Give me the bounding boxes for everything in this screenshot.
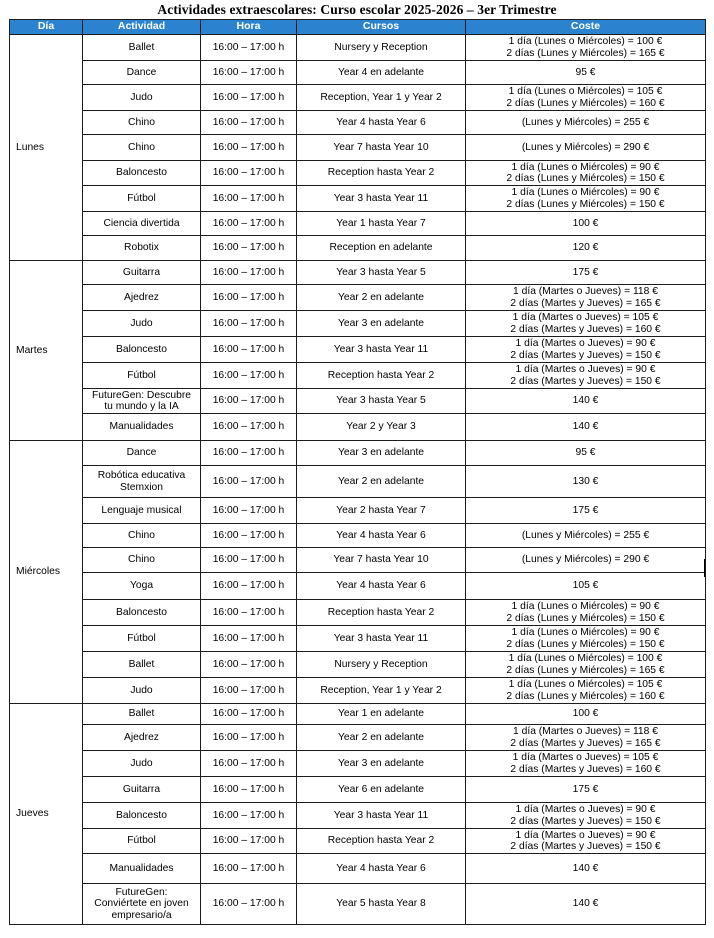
table-row: [10, 498, 706, 524]
cost-cell: [466, 725, 706, 751]
courses-cell: Reception, Year 1 y Year 2: [297, 85, 466, 111]
time-cell: 16:00 – 17:00 h: [201, 678, 297, 704]
activity-cell: [83, 61, 201, 85]
time-cell: 16:00 – 17:00 h: [201, 751, 297, 777]
activity-cell: [83, 186, 201, 212]
cost-line: 2 días (Martes y Jueves) = 165 €: [510, 737, 661, 749]
time-cell: 16:00 – 17:00 h: [201, 498, 297, 524]
cost-line: 2 días (Lunes y Miércoles) = 150 €: [506, 612, 665, 624]
activity-cell: [83, 337, 201, 363]
time-cell: 16:00 – 17:00 h: [201, 884, 297, 925]
table-row: [10, 626, 706, 652]
cost-line: 120 €: [572, 242, 599, 254]
cost-line: 1 día (Lunes o Miércoles) = 90 €: [511, 187, 660, 199]
table-row: [10, 111, 706, 135]
courses-cell: Year 2 en adelante: [297, 466, 466, 498]
cost-line: 1 día (Lunes o Miércoles) = 90 €: [511, 161, 660, 173]
cost-cell: [466, 186, 706, 212]
time-cell: 16:00 – 17:00 h: [201, 111, 297, 135]
cost-cell: [466, 626, 706, 652]
cost-line: 1 día (Lunes o Miércoles) = 105 €: [508, 679, 663, 691]
activity-line: Manualidades: [109, 862, 174, 874]
courses-cell: Year 5 hasta Year 8: [297, 884, 466, 925]
activity-line: Stemxion: [120, 481, 163, 493]
courses-cell: Nursery y Reception: [297, 652, 466, 678]
cost-line: 140 €: [572, 898, 599, 910]
courses-cell: Year 4 hasta Year 6: [297, 573, 466, 600]
time-cell: 16:00 – 17:00 h: [201, 363, 297, 389]
activity-cell: [83, 161, 201, 186]
activity-line: Fútbol: [127, 632, 156, 644]
cost-line: 100 €: [572, 708, 599, 720]
table-row: [10, 524, 706, 548]
courses-cell: Reception, Year 1 y Year 2: [297, 678, 466, 704]
activity-cell: [83, 777, 201, 803]
table-row: [10, 829, 706, 854]
table-row: [10, 285, 706, 311]
table-row: [10, 311, 706, 337]
cost-line: 95 €: [575, 447, 596, 459]
cost-line: 1 día (Martes o Jueves) = 90 €: [515, 364, 656, 376]
cost-line: 1 día (Martes o Jueves) = 90 €: [515, 338, 656, 350]
activity-line: Ballet: [128, 41, 155, 53]
time-cell: 16:00 – 17:00 h: [201, 261, 297, 285]
cost-line: 1 día (Lunes o Miércoles) = 100 €: [508, 36, 663, 48]
courses-cell: Year 1 hasta Year 7: [297, 212, 466, 236]
activity-cell: [83, 111, 201, 135]
activity-cell: [83, 285, 201, 311]
activity-line: Fútbol: [127, 369, 156, 381]
table-row: [10, 803, 706, 829]
cost-line: 1 día (Martes o Jueves) = 118 €: [513, 286, 658, 298]
activity-cell: [83, 600, 201, 626]
table-row: [10, 212, 706, 236]
header-cost: Coste: [466, 20, 706, 35]
table-row: [10, 61, 706, 85]
table-row: [10, 441, 706, 466]
activity-line: Yoga: [129, 580, 154, 592]
cost-line: 175 €: [572, 783, 599, 795]
table-row: [10, 678, 706, 704]
courses-cell: Year 3 hasta Year 5: [297, 389, 466, 414]
activity-line: Baloncesto: [116, 809, 167, 821]
cost-cell: [466, 600, 706, 626]
activity-cell: [83, 524, 201, 548]
cost-cell: [466, 161, 706, 186]
cost-line: 2 días (Lunes y Miércoles) = 160 €: [506, 97, 665, 109]
activity-cell: [83, 626, 201, 652]
courses-cell: Year 3 en adelante: [297, 311, 466, 337]
activity-cell: [83, 441, 201, 466]
courses-cell: Year 3 hasta Year 11: [297, 626, 466, 652]
courses-cell: Year 3 hasta Year 11: [297, 186, 466, 212]
table-row: [10, 751, 706, 777]
table-row: [10, 85, 706, 111]
courses-cell: Year 3 en adelante: [297, 751, 466, 777]
courses-cell: Nursery y Reception: [297, 35, 466, 61]
cost-cell: [466, 884, 706, 925]
header-activity: Actividad: [83, 20, 201, 35]
cost-line: 2 días (Lunes y Miércoles) = 165 €: [506, 47, 665, 59]
activity-line: Guitarra: [122, 266, 161, 278]
cost-cell: [466, 85, 706, 111]
courses-cell: Reception hasta Year 2: [297, 829, 466, 854]
activity-cell: [83, 389, 201, 414]
table-row: [10, 135, 706, 161]
time-cell: 16:00 – 17:00 h: [201, 829, 297, 854]
cost-cell: [466, 751, 706, 777]
cost-cell: [466, 652, 706, 678]
time-cell: 16:00 – 17:00 h: [201, 725, 297, 751]
time-cell: 16:00 – 17:00 h: [201, 135, 297, 161]
cost-line: 1 día (Lunes o Miércoles) = 90 €: [511, 627, 660, 639]
cost-cell: [466, 261, 706, 285]
table-header-row: [10, 20, 706, 35]
cost-cell: [466, 777, 706, 803]
activity-line: Baloncesto: [116, 606, 167, 618]
courses-cell: Reception hasta Year 2: [297, 161, 466, 186]
time-cell: 16:00 – 17:00 h: [201, 524, 297, 548]
cost-line: 1 día (Martes o Jueves) = 118 €: [513, 726, 658, 738]
time-cell: 16:00 – 17:00 h: [201, 466, 297, 498]
table-row: [10, 884, 706, 925]
activity-cell: [83, 652, 201, 678]
activity-line: Conviértete en joven: [94, 898, 189, 910]
time-cell: 16:00 – 17:00 h: [201, 414, 297, 441]
cost-cell: [466, 35, 706, 61]
cost-cell: [466, 61, 706, 85]
activity-cell: [83, 35, 201, 61]
cost-line: 1 día (Martes o Jueves) = 105 €: [512, 312, 659, 324]
cost-line: 2 días (Lunes y Miércoles) = 160 €: [506, 690, 665, 702]
courses-cell: Reception hasta Year 2: [297, 600, 466, 626]
table-row: [10, 573, 706, 600]
cost-line: 2 días (Lunes y Miércoles) = 150 €: [506, 638, 665, 650]
activity-cell: [83, 854, 201, 884]
text-cursor: [704, 559, 705, 577]
table-body: [10, 35, 706, 925]
activity-cell: [83, 803, 201, 829]
activities-table: [9, 19, 706, 925]
time-cell: 16:00 – 17:00 h: [201, 85, 297, 111]
header-day: Día: [10, 20, 83, 35]
table-row: [10, 186, 706, 212]
cost-line: 2 días (Lunes y Miércoles) = 165 €: [506, 664, 665, 676]
cost-line: 2 días (Lunes y Miércoles) = 150 €: [506, 173, 665, 184]
courses-cell: Year 2 y Year 3: [297, 414, 466, 441]
time-cell: 16:00 – 17:00 h: [201, 389, 297, 414]
cost-line: 140 €: [572, 862, 599, 874]
activity-line: Lenguaje musical: [101, 504, 182, 516]
activity-line: Chino: [128, 554, 155, 566]
activity-cell: [83, 829, 201, 854]
activity-cell: [83, 363, 201, 389]
cost-line: 1 día (Martes o Jueves) = 90 €: [515, 829, 656, 841]
cost-line: 140 €: [572, 395, 599, 407]
cost-cell: [466, 854, 706, 884]
courses-cell: Year 2 en adelante: [297, 725, 466, 751]
courses-cell: Year 2 hasta Year 7: [297, 498, 466, 524]
cost-line: 1 día (Lunes o Miércoles) = 105 €: [508, 86, 663, 98]
time-cell: 16:00 – 17:00 h: [201, 35, 297, 61]
cost-line: 175 €: [572, 504, 599, 516]
activity-line: Fútbol: [127, 192, 156, 204]
table-row: [10, 466, 706, 498]
cost-cell: [466, 212, 706, 236]
time-cell: 16:00 – 17:00 h: [201, 212, 297, 236]
cost-line: 1 día (Lunes o Miércoles) = 100 €: [508, 653, 663, 665]
activity-line: Chino: [128, 141, 155, 153]
time-cell: 16:00 – 17:00 h: [201, 626, 297, 652]
cost-cell: [466, 236, 706, 261]
activity-line: Ajedrez: [124, 291, 159, 303]
activity-line: Ballet: [128, 658, 155, 670]
table-row: [10, 725, 706, 751]
time-cell: 16:00 – 17:00 h: [201, 311, 297, 337]
table-row: [10, 777, 706, 803]
cost-line: 2 días (Martes y Jueves) = 160 €: [510, 323, 661, 335]
cost-line: 100 €: [572, 217, 599, 229]
courses-cell: Year 4 hasta Year 6: [297, 524, 466, 548]
courses-cell: Year 4 en adelante: [297, 61, 466, 85]
courses-cell: Year 6 en adelante: [297, 777, 466, 803]
cost-line: 1 día (Lunes o Miércoles) = 90 €: [511, 601, 660, 613]
cost-line: (Lunes y Miércoles) = 255 €: [521, 529, 650, 541]
activity-line: Chino: [128, 529, 155, 541]
table-row: [10, 652, 706, 678]
activity-cell: [83, 725, 201, 751]
courses-cell: Year 3 hasta Year 11: [297, 337, 466, 363]
time-cell: 16:00 – 17:00 h: [201, 600, 297, 626]
cost-cell: [466, 678, 706, 704]
activity-cell: [83, 135, 201, 161]
time-cell: 16:00 – 17:00 h: [201, 186, 297, 212]
courses-cell: Reception en adelante: [297, 236, 466, 261]
table-row: [10, 389, 706, 414]
activity-cell: [83, 548, 201, 573]
time-cell: 16:00 – 17:00 h: [201, 573, 297, 600]
activity-line: Ciencia divertida: [103, 217, 180, 229]
cost-line: 105 €: [572, 580, 599, 592]
cost-cell: [466, 337, 706, 363]
activity-line: empresario/a: [111, 909, 172, 921]
cost-cell: [466, 111, 706, 135]
cost-cell: [466, 573, 706, 600]
header-time: Hora: [201, 20, 297, 35]
cost-line: 2 días (Martes y Jueves) = 150 €: [510, 815, 661, 827]
time-cell: 16:00 – 17:00 h: [201, 285, 297, 311]
cost-line: 1 día (Martes o Jueves) = 105 €: [512, 752, 659, 764]
cost-cell: [466, 548, 706, 573]
courses-cell: Year 4 hasta Year 6: [297, 854, 466, 884]
activity-cell: [83, 704, 201, 725]
table-row: [10, 236, 706, 261]
cost-line: (Lunes y Miércoles) = 290 €: [521, 554, 650, 566]
activity-line: Judo: [130, 684, 153, 696]
day-cell: Miércoles: [10, 441, 83, 704]
table-row: [10, 35, 706, 61]
activity-line: Dance: [126, 447, 157, 459]
cost-line: 2 días (Martes y Jueves) = 165 €: [510, 297, 661, 309]
activity-cell: [83, 498, 201, 524]
activity-cell: [83, 884, 201, 925]
time-cell: 16:00 – 17:00 h: [201, 803, 297, 829]
table-row: [10, 161, 706, 186]
activity-line: Guitarra: [122, 783, 161, 795]
cost-line: 1 día (Martes o Jueves) = 90 €: [515, 804, 656, 816]
day-cell: Martes: [10, 261, 83, 441]
day-cell: Jueves: [10, 704, 83, 925]
activity-line: Robótica educativa: [97, 470, 186, 482]
cost-cell: [466, 285, 706, 311]
cost-line: 2 días (Martes y Jueves) = 150 €: [510, 375, 661, 387]
page-title: Actividades extraescolares: Curso escolar 2025-2026 – 3er Trimestre: [157, 2, 557, 17]
courses-cell: Year 2 en adelante: [297, 285, 466, 311]
cost-cell: [466, 498, 706, 524]
table-row: [10, 704, 706, 725]
courses-cell: Year 4 hasta Year 6: [297, 111, 466, 135]
cost-line: (Lunes y Miércoles) = 255 €: [521, 116, 650, 128]
courses-cell: Year 3 hasta Year 11: [297, 803, 466, 829]
activity-cell: [83, 261, 201, 285]
activity-cell: [83, 85, 201, 111]
activity-line: FutureGen:: [115, 886, 168, 898]
table-row: [10, 261, 706, 285]
time-cell: 16:00 – 17:00 h: [201, 854, 297, 884]
activity-cell: [83, 414, 201, 441]
courses-cell: Year 3 hasta Year 5: [297, 261, 466, 285]
table-row: [10, 363, 706, 389]
courses-cell: Year 7 hasta Year 10: [297, 135, 466, 161]
activity-line: Ballet: [128, 708, 155, 720]
table-row: [10, 337, 706, 363]
time-cell: 16:00 – 17:00 h: [201, 704, 297, 725]
time-cell: 16:00 – 17:00 h: [201, 61, 297, 85]
cost-line: 95 €: [575, 66, 596, 78]
table-row: [10, 600, 706, 626]
cost-line: 2 días (Martes y Jueves) = 150 €: [510, 841, 661, 852]
table-row: [10, 548, 706, 573]
activity-cell: [83, 236, 201, 261]
header-courses: Cursos: [297, 20, 466, 35]
courses-cell: Reception hasta Year 2: [297, 363, 466, 389]
cost-line: 140 €: [572, 421, 599, 433]
time-cell: 16:00 – 17:00 h: [201, 337, 297, 363]
cost-cell: [466, 414, 706, 441]
time-cell: 16:00 – 17:00 h: [201, 652, 297, 678]
time-cell: 16:00 – 17:00 h: [201, 441, 297, 466]
activity-cell: [83, 678, 201, 704]
activity-line: Robotix: [124, 242, 159, 254]
cost-cell: [466, 803, 706, 829]
activity-cell: [83, 466, 201, 498]
cost-cell: [466, 363, 706, 389]
cost-line: 2 días (Martes y Jueves) = 150 €: [510, 349, 661, 361]
activity-line: Manualidades: [109, 421, 174, 433]
table-row: [10, 854, 706, 884]
cost-cell: [466, 389, 706, 414]
activity-line: tu mundo y la IA: [104, 401, 179, 412]
activity-line: Ajedrez: [124, 731, 159, 743]
activity-line: Chino: [128, 116, 155, 128]
courses-cell: Year 1 en adelante: [297, 704, 466, 725]
time-cell: 16:00 – 17:00 h: [201, 548, 297, 573]
activity-line: FutureGen: Descubre: [91, 389, 191, 401]
activity-line: Judo: [130, 317, 153, 329]
activity-line: Judo: [130, 757, 153, 769]
cost-line: 130 €: [572, 475, 599, 487]
cost-cell: [466, 829, 706, 854]
cost-cell: [466, 466, 706, 498]
cost-line: (Lunes y Miércoles) = 290 €: [521, 141, 650, 153]
activity-cell: [83, 311, 201, 337]
table-row: [10, 414, 706, 441]
courses-cell: Year 3 en adelante: [297, 441, 466, 466]
activity-cell: [83, 751, 201, 777]
cost-line: 2 días (Lunes y Miércoles) = 150 €: [506, 198, 665, 210]
activity-line: Fútbol: [127, 835, 156, 847]
time-cell: 16:00 – 17:00 h: [201, 236, 297, 261]
cost-line: 175 €: [572, 266, 599, 278]
cost-cell: [466, 441, 706, 466]
activity-line: Dance: [126, 66, 157, 78]
cost-cell: [466, 524, 706, 548]
cost-cell: [466, 704, 706, 725]
cost-cell: [466, 135, 706, 161]
activity-cell: [83, 573, 201, 600]
activity-line: Baloncesto: [116, 343, 167, 355]
activity-line: Baloncesto: [116, 167, 167, 179]
cost-cell: [466, 311, 706, 337]
activity-line: Judo: [130, 91, 153, 103]
time-cell: 16:00 – 17:00 h: [201, 777, 297, 803]
day-cell: Lunes: [10, 35, 83, 261]
cost-line: 2 días (Martes y Jueves) = 160 €: [510, 763, 661, 775]
courses-cell: Year 7 hasta Year 10: [297, 548, 466, 573]
time-cell: 16:00 – 17:00 h: [201, 161, 297, 186]
activity-cell: [83, 212, 201, 236]
